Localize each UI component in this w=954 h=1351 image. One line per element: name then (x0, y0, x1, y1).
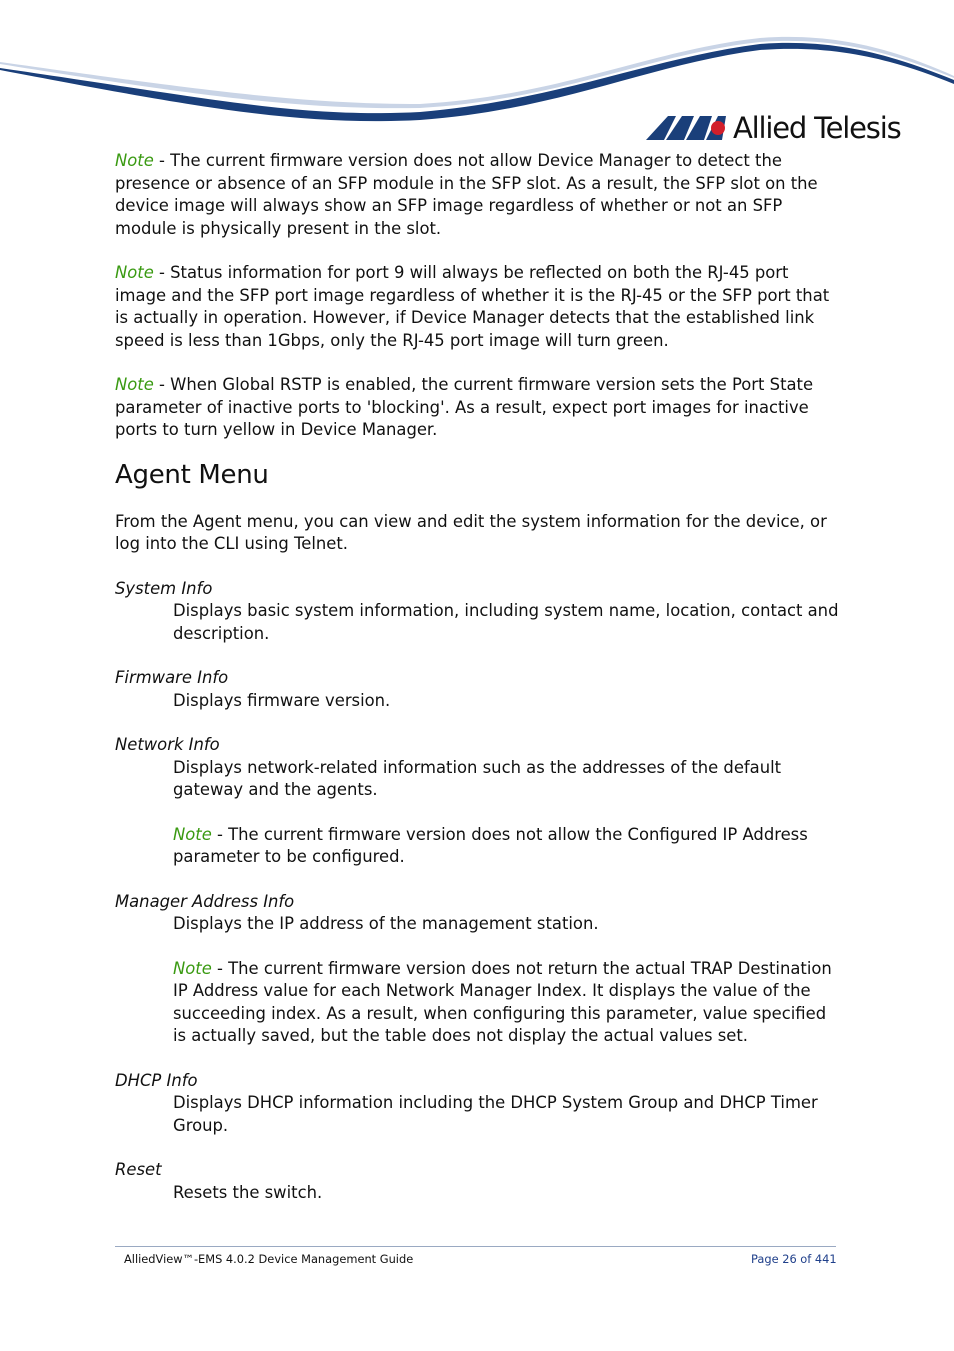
definition: Displays firmware version. (173, 690, 391, 710)
section-intro: From the Agent menu, you can view and edit the system information for the device, or log into the CLI using Telnet. (115, 511, 827, 553)
definition: Displays the IP address of the management station. (173, 914, 599, 933)
logo-wordmark: Allied Telesis (733, 111, 901, 145)
footer-divider (115, 1246, 836, 1247)
term-firmware-info: Firmware Info (115, 668, 229, 687)
note-text: - The current firmware version does not return the actual TRAP Destination IP Address value for each Network Manager Index. It displays the value of the succeeding index. As a result, when configuring this parameter, value specified is actually saved, but the table does not display the actual values set. (173, 958, 832, 1045)
note-text: - The current firmware version does not allow the Configured IP Address parameter to be configured. (173, 824, 808, 866)
term-dhcp-info: DHCP Info (115, 1070, 198, 1090)
definition: Resets the switch. (173, 1182, 323, 1202)
note-label: Note (173, 824, 212, 844)
term-network-info: Network Info (115, 735, 220, 754)
note-paragraph (115, 150, 840, 240)
definition: Displays basic system information, including system name, location, contact and description. (173, 601, 839, 643)
note-label: Note (115, 375, 154, 394)
term-system-info: System Info (115, 578, 213, 598)
note-text: - When Global RSTP is enabled, the current firmware version sets the Port State parameter of inactive ports to 'blocking'. As a result, expect port images for inactive ports to turn yellow in Device Manager. (115, 375, 814, 439)
note-text: - Status information for port 9 will always be reflected on both the RJ-45 port image and the SFP port image regardless of whether it is the RJ-45 or the SFP port that is actually in operation. However, if Device Manager detects that the established link speed is less than 1Gbps, only the RJ-45 port image will turn green. (115, 263, 830, 350)
footer-document-title: AlliedView™-EMS 4.0.2 Device Management Guide (124, 1252, 414, 1266)
note-label: Note (173, 958, 212, 978)
term-reset: Reset (115, 1160, 162, 1179)
note-paragraph (115, 262, 840, 352)
definition-note (115, 824, 840, 869)
note-paragraph (115, 374, 840, 442)
definition-note (115, 958, 840, 1048)
definition: Displays DHCP information including the DHCP System Group and DHCP Timer Group. (173, 1093, 818, 1135)
footer-page-number: Page 26 of 441 (751, 1252, 837, 1266)
term-manager-address-info: Manager Address Info (115, 891, 295, 911)
section-heading: Agent Menu (115, 459, 269, 490)
note-label: Note (115, 263, 154, 282)
note-label: Note (115, 151, 154, 170)
note-text: - The current firmware version does not allow Device Manager to detect the presence or absence of an SFP module in the SFP slot. As a result, the SFP slot on the device image will always show an SFP image regardless of whether or not an SFP module is physically present in the slot. (115, 151, 818, 238)
page-content (115, 150, 840, 1204)
definition: Displays network-related information such as the addresses of the default gateway and the agents. (173, 757, 782, 799)
